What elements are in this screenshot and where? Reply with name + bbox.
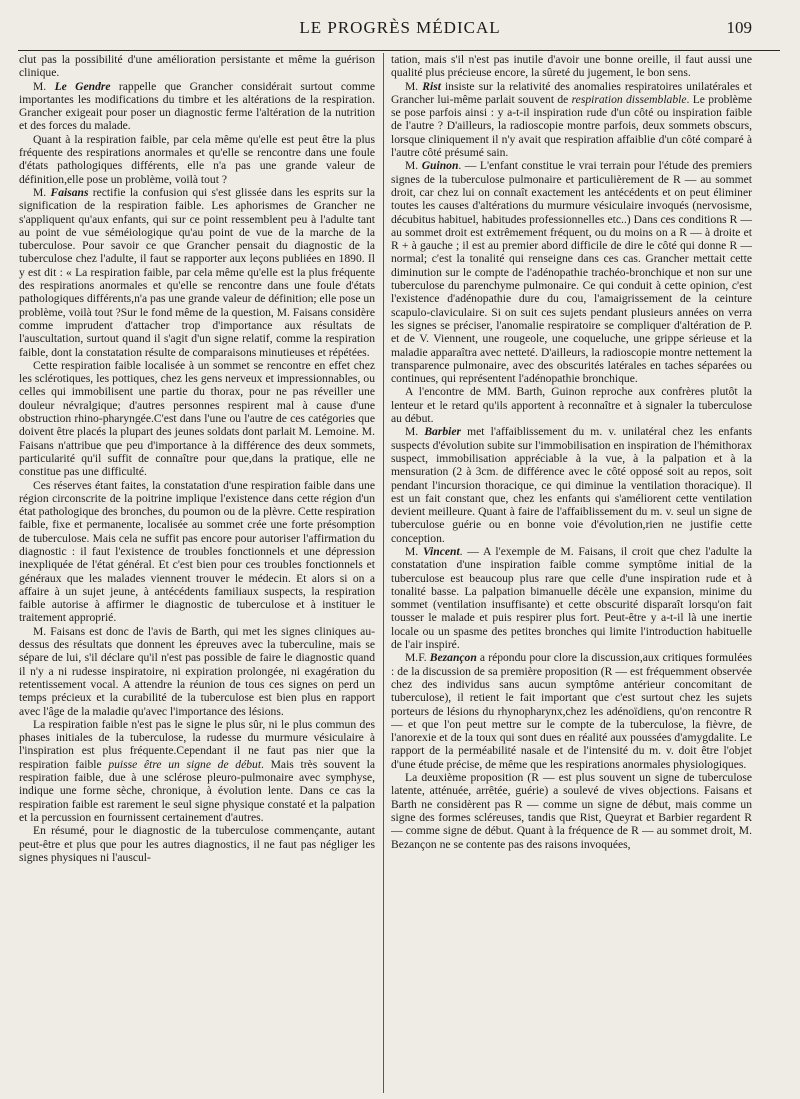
speaker-prefix: M. [405,159,422,173]
speaker-name: Le Gendre [54,79,111,93]
paragraph-text: insiste sur la relativité des anomalies respiratoires unilatérales et Grancher lui-même parlait souvent de [391,79,752,106]
paragraph [19,53,375,80]
left-column [19,53,375,1095]
speaker-prefix: M. [405,425,425,439]
paragraph [19,625,375,718]
speaker-name: Barbier [424,425,462,439]
paragraph-text: La respiration faible n'est pas le signe le plus sûr, ni le plus commun des phases initiales de la tuberculose, la rudesse du murmure vésiculaire à l'inspiration est plus fréquente.Cependant il ne faut pas nier que la respiration faible [19,717,375,771]
paragraph-text: clut pas la possibilité d'une amélioration persistante et même la guérison clinique. [19,53,375,80]
paragraph [391,80,752,160]
paragraph [391,385,752,425]
paragraph [391,53,752,80]
speaker-prefix: M. [33,185,51,199]
paragraph-text: met l'affaiblissement du m. v. unilatéral chez les enfants suspects d'évolution subite sur l'immobilisation en inspiration de l'hémithorax suspect, immobilisation appréciable à la vue, à la palpation et à la mensuration (2 à 3cm. de différence avec le côté opposé soit au repos, soit pendant l'incursion thoracique, ce qui diminue la ventilation thoracique). Il est un fait constant que, chez les enfants qui s'améliorent cette ventilation devient meilleure. Quant à faire de l'affaiblissement du m. v. seul un signe de tuberculose guérie ou en bonne voie d'évolution,rien ne justifie cette conception. [391,425,752,545]
paragraph-text: . Le problème se pose parfois ainsi : y a-t-il inspiration rude d'un côté ou inspiration faible de l'autre ? D'ailleurs, la radioscopie montre parfois, deux sommets obscurs, lorsque cliniquement il n'y avait que respiration affaiblie d'un côté comparé à l'autre côté présumé sain. [391,92,752,160]
paragraph-text: M. Faisans est donc de l'avis de Barth, qui met les signes cliniques au-dessus des résultats que donnent les épreuves avec la tuberculine, mais se sépare de lui, s'il déclare qu'il n'est pas possible de faire le diagnostic quand il n'y a ni rudesse inspiratoire, ni expiration prolongée, ni exagération du retentissement vocal. A attendre la réunion de tous ces signes on perd un temps précieux et la curabilité de la tuberculose est bien plus en rapport avec l'âge de la maladie qu'avec l'importance des lésions. [19,624,375,718]
column-divider [383,53,384,1093]
paragraph [19,133,375,186]
paragraph [19,479,375,625]
right-column [391,53,752,1095]
speaker-name: Faisans [50,185,89,199]
paragraph [391,771,752,851]
paragraph-text: . — L'enfant constitue le vrai terrain pour l'étude des premiers signes de la tuberculose pulmonaire et particulièrement de R — au sommet droit, car chez lui on connaît exactement les antécédents et on peut éliminer toutes les causes d'altérations du murmure vésiculaire invoqués (nervosisme, décubitus habituel, habitudes professionnelles etc..) Dans ces conditions R — au sommet droit est extrêmement fréquent, ou du moins on a R — à droite et R + à gauche ; il est au premier abord difficile de dire le côté qui donne R — normal; c'est la tonalité qui renseigne dans ces cas. Grancher mettait cette diminution sur le compte de l'adénopathie trachéo-bronchique et non sur une tuberculose du parenchyme pulmonaire. Ce qui conduit à cette opinion, c'est l'existence d'adénopathie dure du cou, l'amaigrissement de la ceinture scapulo-claviculaire. Si on suit ces sujets pendant plusieurs années on verra les signes se préciser, l'anomalie respiratoire se compliquer d'altération de P. et de V. Viennent, une rougeole, une coqueluche, une grippe sérieuse et la maladie apparaîtra avec netteté. D'ailleurs, la radioscopie montre nettement la transparence pulmonaire, avec des obscurités latérales en taches séparées ou continues, qui représentent l'adénopathie bronchique. [391,159,752,386]
paragraph-text: La deuxième proposition (R — est plus souvent un signe de tuberculose latente, atténuée, arrêtée, guérie) a soulevé de vives objections. Faisans et Barth ne considèrent pas R — comme un signe de début, mais comme un signe des formes scléreuses, tandis que Rist, Queyrat et Barbier regardent R — comme signe de début. Quant à la fréquence de R — au sommet droit, M. Bezançon ne se contente pas des raisons invoquées, [391,771,752,851]
paragraph [19,718,375,824]
speaker-name: Bezançon [429,651,477,665]
speaker-name: Guinon [421,159,459,173]
paragraph [391,425,752,545]
paragraph-text: En résumé, pour le diagnostic de la tuberculose commençante, autant peut-être et plus que pour les autres diagnostics, il ne faut pas négliger les signes physiques ni l'auscul- [19,824,375,864]
speaker-prefix: M. [405,544,423,558]
italic-phrase: respiration dissemblable [571,92,687,106]
italic-phrase: puisse être un signe de début [108,757,262,771]
paragraph [391,651,752,771]
paragraph-text: . — A l'exemple de M. Faisans, il croit que chez l'adulte la constatation d'une inspiration faible comme symptôme initial de la tuberculose est beaucoup plus rare que celle d'une inspiration rude et à tonalité basse. La palpation bimanuelle décèle une expansion, minime du sommet (ventilation insuffisante) et cette obscurité disparaît lorsqu'on fait tousser le malade et puis respirer plus fort. Peut-être y a-t-il là une inertie locale ou un spasme des petites bronches qui limite l'introduction habituelle de l'air inspiré. [391,544,752,652]
page-number: 109 [726,18,752,37]
speaker-name: Vincent [422,544,460,558]
paragraph-text: Quant à la respiration faible, par cela même qu'elle est peut être la plus fréquente des respirations anormales et qu'elle se rencontre dans une foule d'états pathologiques différents, elle n'a pas une grande valeur de définition,elle pose un problème, voilà tout ? [19,132,375,186]
paragraph-text: . Mais très souvent la respiration faible, due à une sclérose pleuro-pulmonaire avec symphyse, indique une forme sèche, chronique, à évolution lente. Dans ce cas la respiration faible est rarement le seul signe physique constaté et la palpation et la percussion en fournissent certainement d'autres. [19,757,375,824]
paragraph-text: rappelle que Grancher considérait surtout comme importantes les modifications du timbre et les altérations de la respiration. Grancher exigeait pour poser un diagnostic ferme l'altération de la nutrition et des forces du malade. [19,79,375,133]
speaker-prefix: M.F. [405,651,430,665]
paragraph-text: A l'encontre de MM. Barth, Guinon reproche aux confrères plutôt la lenteur et le retard qu'ils apportent à reconnaître et à signaler la tuberculose au début. [391,385,752,426]
running-header [18,14,782,50]
paragraph [19,824,375,864]
paragraph [391,159,752,385]
paragraph-text: Ces réserves étant faites, la constatation d'une respiration faible dans une région circonscrite de la poitrine implique l'existence dans cette région d'un état pathologique des bronches, du poumon ou de la plèvre. Cette respiration faible, fixe et permanente, localisée au sommet crée une forte présomption de tuberculose. Mais cela ne suffit pas encore pour autoriser l'affirmation du diagnostic : il faut l'existence de troubles fonctionnels et une dépression inexpliquée de l'état général. Et c'est bien pour ces troubles fonctionnels et généraux que les malades viennent trouver le médecin. Et alors si on a affaire à un sujet jeune, à antécédents familiaux suspects, la respiration faible autorise à affirmer le diagnostic de tuberculose et à instituer le traitement approprié. [19,478,375,625]
paragraph [19,80,375,133]
paragraph-text: Cette respiration faible localisée à un sommet se rencontre en effet chez les sclérotiques, les pottiques, chez les gens nerveux et impressionnables, ou celles qui immobilisent une partie du thorax, pour ne pas réveiller une douleur névralgique; d'autres personnes respirent mal à cause d'une obstruction rhino-pharyngée.C'est dans l'une ou l'autre de ces catégories que doivent être placés la plupart des jeunes soldats dont parlait M. Lemoine. M. Faisans n'attribue que peu d'importance à la différence des deux sommets, particularité qu'il suffit de connaître pour que,dans la pratique, elle ne constitue pas une difficulté. [19,358,375,479]
paragraph-text: a répondu pour clore la discussion,aux critiques formulées : de la discussion de sa première proposition (R — est fréquemment observée chez des individus sans aucun symptôme antérieur concomitant de tuberculose), il retient le fait important que c'est surtout chez les sujets porteurs de lésions du rhynopharynx,chez les adénoïdiens, qu'on rencontre R — et que l'on peut mettre sur le compte de la tuberculose, la fièvre, de l'anorexie et de la toux qui sont dues en réalité aux poussées d'amygdalite. Le rapport de la perméabilité nasale et de l'intensité du m. v. doit être l'objet d'une étude précise, de même que les respirations anormales physiologiques. [391,651,752,771]
paragraph [391,545,752,651]
header-rule [18,50,780,51]
speaker-prefix: M. [405,79,423,93]
paragraph [19,359,375,479]
paragraph-text: rectifie la confusion qui s'est glissée dans les esprits sur la signification de la respiration faible. Les aphorismes de Grancher ne s'appliquent qu'aux enfants, qui sur ce point ressemblent peu à l'adulte tant au point de vue séméiologique qu'au point de vue de la marche de la tuberculose. Pour savoir ce que Grancher pensait du diagnostic de la tuberculose chez l'adulte, il faut se rapporter aux leçons publiées en 1890. Il y est dit : « La respiration faible, par cela même qu'elle est la plus fréquente des respirations anormales et qu'elle se rencontre dans une foule d'états pathologiques différents,n'a pas une grande valeur de définition; elle pose un problème, voilà tout ?Sur le fond même de la question, M. Faisans considère comme imprudent d'attacher trop d'importance aux résultats de l'auscultation, surtout quand il s'agit d'un signe relatif, comme la respiration faible, dont la constatation résulte de comparaisons minutieuses et répétées. [19,185,375,359]
speaker-prefix: M. [33,79,55,93]
paragraph-text: tation, mais s'il n'est pas inutile d'avoir une bonne oreille, il faut aussi une qualité plus précieuse encore, la sûreté du jugement, le bon sens. [391,53,752,80]
journal-title: LE PROGRÈS MÉDICAL [299,18,501,37]
speaker-name: Rist [422,79,441,93]
paragraph [19,186,375,359]
